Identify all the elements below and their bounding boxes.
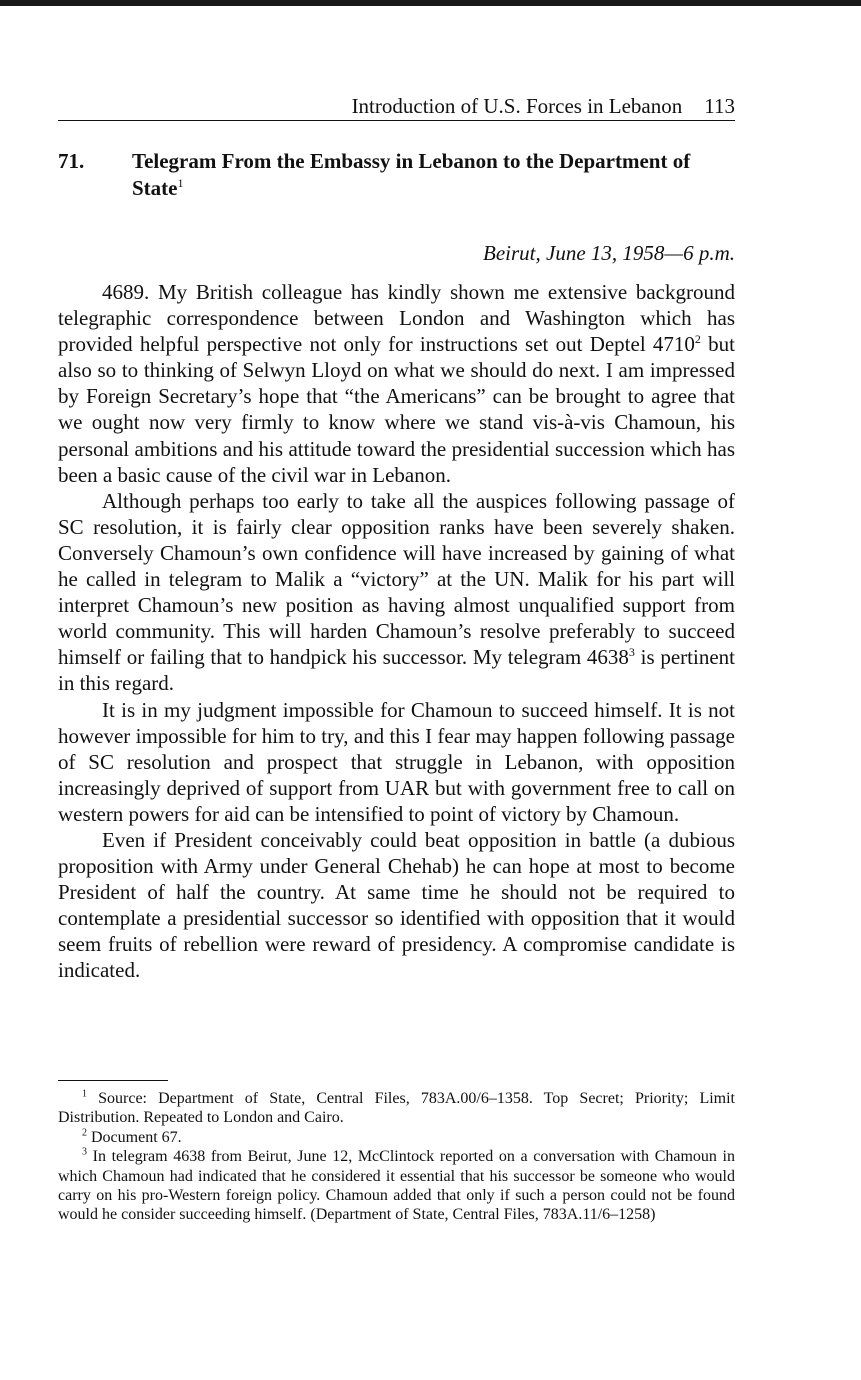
footnotes	[58, 1089, 735, 1225]
footnote-ref-1: 1	[177, 176, 184, 190]
running-head-title: Introduction of U.S. Forces in Lebanon	[351, 94, 683, 118]
running-head	[58, 92, 735, 121]
paragraph-4: Even if President conceivably could beat opposition in battle (a dubious proposition with Army under General Chehab) he can hope at most to become President of half the country. At same time he should not be required to contemplate a presidential successor so identified with opposition that it would seem fruits of rebellion were reward of presidency. A compromise candidate is indicated.	[58, 827, 735, 983]
paragraph-1-text-a: 4689. My British colleague has kindly shown me extensive background telegraphic correspondence between London and Washington which has provided helpful perspective not only for instructions set out Deptel 4710	[58, 280, 735, 357]
footnote-2-mark: 2	[82, 1127, 87, 1139]
footnote-3-mark: 3	[82, 1146, 87, 1158]
document-title-text: Telegram From the Embassy in Lebanon to the Department of State	[132, 149, 691, 200]
footnote-1-text: Source: Department of State, Central Files, 783A.00/6–1358. Top Secret; Priority; Limit Distribution. Repeated to London and Cairo.	[58, 1090, 735, 1127]
footnote-ref-2: 2	[694, 332, 701, 347]
telegram-body	[58, 279, 735, 984]
footnote-1	[58, 1089, 735, 1128]
footnote-3	[58, 1147, 735, 1225]
paragraph-3: It is in my judgment impossible for Chamoun to succeed himself. It is not however impossible for him to try, and this I fear may happen following passage of SC resolution and prospect that struggle in Lebanon, with opposition increasingly deprived of support from UAR but with government free to call on western powers for aid can be intensified to point of victory by Chamoun.	[58, 697, 735, 826]
footnote-ref-3: 3	[628, 645, 635, 660]
page-number: 113	[704, 94, 735, 118]
footnote-2	[58, 1128, 735, 1147]
paragraph-1	[58, 279, 735, 488]
paragraph-2	[58, 488, 735, 697]
document-title	[132, 148, 736, 202]
page-top-edge	[0, 0, 861, 6]
paragraph-1-text-b: but also so to thinking of Selwyn Lloyd on what we should do next. I am impressed by Foreign Secretary’s hope that “the Americans” can be brought to agree that we ought now very firmly to know where we stand vis-à-vis Chamoun, his personal ambitions and his attitude toward the presidential succession which has been a basic cause of the civil war in Lebanon.	[58, 332, 735, 487]
footnote-3-text: In telegram 4638 from Beirut, June 12, McClintock reported on a conversation with Chamoun in which Chamoun had indicated that he considered it essential that his successor be someone who would carry on his pro-Western foreign policy. Chamoun added that only if such a person could not be found would he consider succeeding himself. (Department of State, Central Files, 783A.11/6–1258)	[58, 1148, 735, 1224]
paragraph-2-text-b: is pertinent in this regard.	[58, 645, 735, 696]
document-number: 71.	[58, 149, 85, 173]
paragraph-2-text-a: Although perhaps too early to take all the auspices following passage of SC resolution, it is fairly clear opposition ranks have been severely shaken. Conversely Chamoun’s own confidence will have increased by gaining of what he called in telegram to Malik a “victory” at the UN. Malik for his part will interpret Chamoun’s new position as having almost unqualified support from world community. This will harden Chamoun’s resolve preferably to succeed himself or failing that to handpick his successor. My telegram 4638	[58, 488, 735, 670]
footnote-1-mark: 1	[82, 1088, 87, 1100]
dateline: Beirut, June 13, 1958—6 p.m.	[483, 241, 735, 265]
footnote-divider	[58, 1080, 168, 1081]
footnote-2-text: Document 67.	[87, 1128, 182, 1146]
